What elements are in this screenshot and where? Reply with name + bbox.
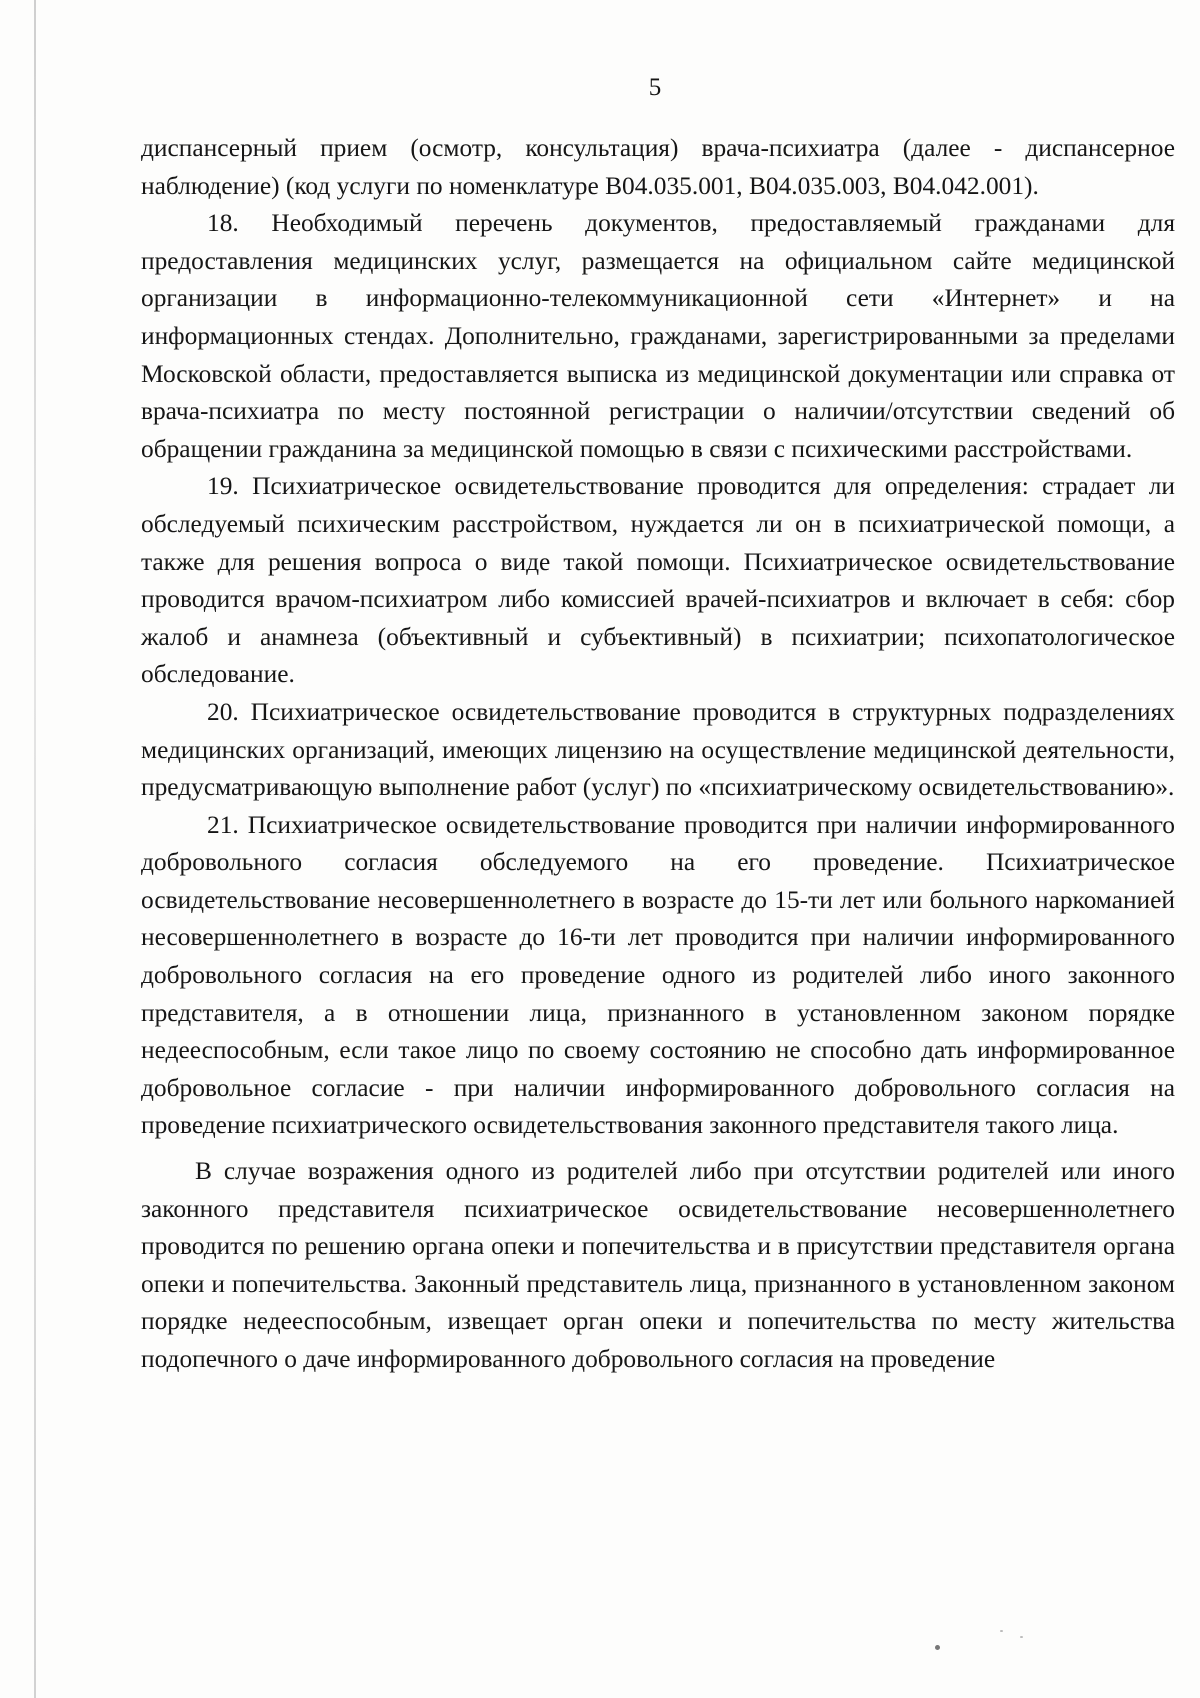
paragraph-18: 18. Необходимый перечень документов, предоставляемый гражданами для предоставления медицинских услуг, размещается на официальном сайте медицинской организации в информационно-телекоммуникационной сети «Интернет» и на информационных стендах. Дополнительно, гражданами, зарегистрированными за пределами Московской области, предоставляется выписка из медицинской документации или справка от врача-психиатра по месту постоянной регистрации о наличии/отсутствии сведений об обращении гражданина за медицинской помощью в связи с психическими расстройствами. (141, 209, 1175, 463)
document-body (141, 130, 1175, 1379)
paragraph-19: 19. Психиатрическое освидетельствование проводится для определения: страдает ли обследуемый психическим расстройством, нуждается ли он в психиатрической помощи, а также для решения вопроса о виде такой помощи. Психиатрическое освидетельствование проводится врачом-психиатром либо комиссией врачей-психиатров и включает в себя: сбор жалоб и анамнеза (объективный и субъективный) в психиатрии; психопатологическое обследование. (141, 472, 1175, 689)
page-number: 5 (648, 74, 662, 101)
scan-edge-shadow (34, 0, 36, 1698)
paragraph-20: 20. Психиатрическое освидетельствование проводится в структурных подразделениях медицинских организаций, имеющих лицензию на осуществление медицинской деятельности, предусматривающую выполнение работ (услуг) по «психиатрическому освидетельствованию». (141, 697, 1175, 802)
scan-speck (935, 1645, 940, 1650)
scan-speck (1000, 1630, 1003, 1632)
paragraph-objection: В случае возражения одного из родителей либо при отсутствии родителей или иного законного представителя психиатрическое освидетельствование несовершеннолетнего проводится по решению органа опеки и попечительства и в присутствии представителя органа опеки и попечительства. Законный представитель лица, признанного в установленном законом порядке недееспособным, извещает орган опеки и попечительства по месту жительства подопечного о даче информированного добровольного согласия на проведение (141, 1157, 1175, 1373)
scan-speck (1020, 1636, 1023, 1638)
paragraph-continuation: диспансерный прием (осмотр, консультация) врача-психиатра (далее - диспансерное наблюдение) (код услуги по номенклатуре B04.035.001, B04.035.003, B04.042.001). (141, 134, 1175, 200)
paragraph-21: 21. Психиатрическое освидетельствование проводится при наличии информированного добровольного согласия обследуемого на его проведение. Психиатрическое освидетельствование несовершеннолетнего в возрасте до 15-ти лет или больного наркоманией несовершеннолетнего в возрасте до 16-ти лет проводится при наличии информированного добровольного согласия на его проведение одного из родителей либо иного законного представителя, а в отношении лица, признанного в установленном законом порядке недееспособным, если такое лицо по своему состоянию не способно дать информированное добровольное согласие - при наличии информированного добровольного согласия на проведение психиатрического освидетельствования законного представителя такого лица. (141, 810, 1175, 1140)
